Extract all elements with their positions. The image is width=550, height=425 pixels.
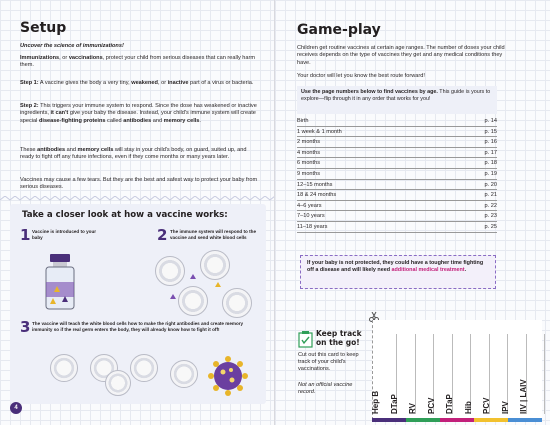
schedule-page: p. 22 xyxy=(484,202,497,209)
schedule-page: p. 25 xyxy=(484,223,497,230)
schedule-page: p. 16 xyxy=(484,139,497,146)
card-vaccine-label: Hib xyxy=(463,401,473,414)
color-strip-segment xyxy=(508,418,542,422)
step-number-2: 2 xyxy=(157,226,168,244)
explainer-title: Take a closer look at how a vaccine works: xyxy=(22,210,228,220)
schedule-page: p. 20 xyxy=(484,181,497,188)
color-strip-segment xyxy=(406,418,440,422)
schedule-page: p. 15 xyxy=(484,128,497,135)
schedule-age: 11–18 years xyxy=(297,223,328,230)
card-vaccine-label: DTaP xyxy=(389,394,399,414)
antigen-icon xyxy=(190,274,196,279)
schedule-page: p. 21 xyxy=(484,192,497,199)
box-step2-text: The immune system will respond to the vaccine and send white blood cells xyxy=(170,229,257,240)
card-vaccine-label: PCV xyxy=(426,397,436,414)
step-number-1: 1 xyxy=(20,226,31,244)
card-vaccine-column xyxy=(519,334,545,414)
gameplay-intro: Children get routine vaccines at certain age ranges. The number of doses your child receives depends on the type of vaccines they get and any medical conditions they have. xyxy=(297,45,505,66)
warning-box: If your baby is not protected, they could have a tougher time fighting off a disease and will likely need additional medical treatment. xyxy=(300,255,496,289)
schedule-row xyxy=(297,158,497,169)
antigen-icon xyxy=(170,294,176,299)
schedule-row xyxy=(297,127,497,138)
white-blood-cell xyxy=(200,250,230,280)
white-blood-cell xyxy=(222,288,252,318)
schedule-row xyxy=(297,201,497,212)
card-vaccine-label: DTaP xyxy=(445,394,454,414)
keep-track-text: Cut out this card to keep track of your child's vaccinations. xyxy=(298,352,359,373)
schedule-age: 7–10 years xyxy=(297,213,325,220)
schedule-page: p. 18 xyxy=(484,160,497,167)
antibodies-paragraph: These antibodies and memory cells will stay in your child's body, on guard, suited up, and ready to fight off any future infections, even if they come months or many years later. xyxy=(20,147,247,161)
age-schedule-list xyxy=(297,116,497,233)
germ-icon xyxy=(206,354,250,398)
step1-paragraph: Step 1: A vaccine gives the body a very tiny, weakened, or inactive part of a virus or bacteria. xyxy=(20,80,254,86)
schedule-age: 12–15 months xyxy=(297,181,333,188)
schedule-age: 9 months xyxy=(297,170,321,177)
schedule-age: 6 months xyxy=(297,160,321,167)
color-strip-segment xyxy=(474,418,508,422)
card-vaccine-label: IIV | LAIV xyxy=(519,379,528,414)
wavy-divider xyxy=(0,196,275,204)
schedule-page: p. 19 xyxy=(484,170,497,177)
card-vaccine-label: Hep B xyxy=(371,390,380,414)
intro-paragraph: Immunizations, or vaccinations, protect your child from serious diseases that can really harm them. xyxy=(20,55,256,69)
schedule-row xyxy=(297,116,497,127)
schedule-row xyxy=(297,148,497,159)
schedule-age: 1 week & 1 month xyxy=(297,128,342,135)
page-number: 4 xyxy=(10,402,22,414)
tagline: Uncover the science of immunizations! xyxy=(20,43,124,49)
schedule-page: p. 23 xyxy=(484,213,497,220)
schedule-row xyxy=(297,190,497,201)
schedule-age: 18 & 24 months xyxy=(297,192,337,199)
color-strip-segment xyxy=(440,418,474,422)
card-vaccine-label: IPV xyxy=(500,401,510,414)
step-number-3: 3 xyxy=(20,318,31,336)
schedule-row xyxy=(297,222,497,233)
schedule-age: 4 months xyxy=(297,149,321,156)
card-color-strip xyxy=(372,418,542,422)
antigen-icon xyxy=(215,282,221,287)
checklist-icon xyxy=(298,330,314,348)
schedule-page: p. 17 xyxy=(484,149,497,156)
box-step1-text: Vaccine is introduced to your baby xyxy=(32,229,97,240)
vaccine-tracking-card xyxy=(372,320,542,420)
schedule-row xyxy=(297,169,497,180)
step2-paragraph: Step 2: This triggers your immune system to respond. Since the dose has weakened or inactive ingredients, it can't give your baby the disease. Instead, your child's immune system will create special disease-fighting proteins called antibodies and memory cells. xyxy=(20,103,257,124)
setup-title: Setup xyxy=(20,20,67,36)
vaccine-vial-icon xyxy=(40,252,80,312)
white-blood-cell xyxy=(105,370,131,396)
schedule-row xyxy=(297,137,497,148)
schedule-age: 4–6 years xyxy=(297,202,322,209)
gameplay-title: Game-play xyxy=(297,22,381,38)
schedule-age: Birth xyxy=(297,118,309,124)
card-vaccine-label: PCV xyxy=(482,397,491,414)
white-blood-cell xyxy=(50,354,78,382)
color-strip-segment xyxy=(372,418,406,422)
white-blood-cell xyxy=(170,360,198,388)
vaccine-explainer-box xyxy=(10,204,266,404)
keep-track-title: Keep track on the go! xyxy=(316,329,362,347)
tears-paragraph: Vaccines may cause a few tears. But they are the best and safest way to protect your baby from serious diseases. xyxy=(20,177,258,191)
page-number-hint: Use the page numbers below to find vaccines by age. This guide is yours to explore—flip through it in any order that works for you! xyxy=(297,86,497,114)
schedule-row xyxy=(297,211,497,222)
box-step3-text: The vaccine will teach the white blood cells how to make the right antibodies and create memory immunity so if the real germ enters the body, they will already know how to fight it off! xyxy=(32,321,244,332)
schedule-age: 2 months xyxy=(297,139,321,146)
card-vaccine-label: RV xyxy=(408,403,417,414)
white-blood-cell xyxy=(155,256,185,286)
doctor-note: Your doctor will let you know the best route forward! xyxy=(297,73,425,79)
white-blood-cell xyxy=(130,354,158,382)
schedule-row xyxy=(297,180,497,191)
not-official-note: Not an official vaccine record. xyxy=(298,382,353,396)
schedule-page: p. 14 xyxy=(484,118,497,124)
white-blood-cell xyxy=(178,286,208,316)
